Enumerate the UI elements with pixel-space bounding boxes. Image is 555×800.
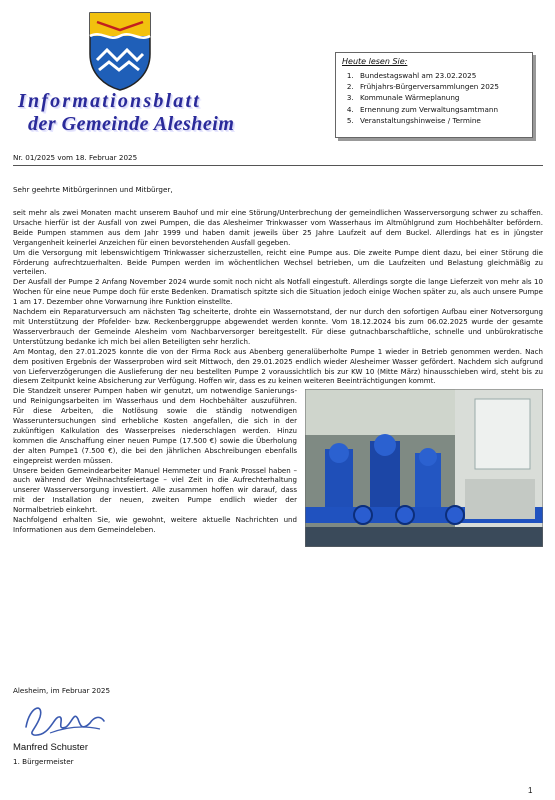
header-divider <box>13 165 543 166</box>
paragraph: Am Montag, den 27.01.2025 konnte die von der Firma Rock aus Abenberg generalüberholte Pumpe 1 wieder in Betrieb genommen werden. Nach dem positiven Ergebnis der Wasserproben wird seit Mittwoch, den 29.01.2025 endlich wieder Alesheimer Wasser gefördert. Nachdem sich aufgrund von Lieferverzögerungen die Auslieferung der neu bestellten Pumpe 2 voraussichtlich bis zur KW 10 (Mitte März) hinausschieben wird, steht bis zu diesem Zeitpunkt keine Absicherung zur Verfügung. Hoffen wir, dass es zu keinen weiteren Beeinträchtigungen kommt. <box>13 346 543 386</box>
contents-item: 4. Ernennung zum Verwaltungsamtmann <box>356 104 532 115</box>
newsletter-title: Informationsblatt <box>18 90 201 112</box>
paragraph: Der Ausfall der Pumpe 2 Anfang November 2024 wurde somit noch nicht als Notfall eingestuft. Allerdings sorgte die lange Lieferzeit von mehr als 10 Wochen für eine neue Pumpe doch für erste Bedenken. Dramatisch spitzte sich die Situation jedoch einige Wochen später zu, als auch unsere Pumpe 1 am 17. Dezember ohne Vorwarnung ihre Funktion einstellte. <box>13 277 543 307</box>
paragraph: Um die Versorgung mit lebenswichtigem Trinkwasser sicherzustellen, reicht eine Pumpe aus. Die zweite Pumpe dient dazu, bei einer Störung die Förderung aufrechtzuerhalten. Beide Pumpen werden im wöchentlichen Wechsel betrieben, um die Laufzeiten und Belastung gleichmäßig zu verteilen. <box>13 247 543 277</box>
contents-item: 5. Veranstaltungshinweise / Termine <box>356 115 532 126</box>
page-number: 1 <box>528 786 533 795</box>
contents-list <box>336 70 532 126</box>
salutation: Sehr geehrte Mitbürgerinnen und Mitbürger, <box>13 185 173 194</box>
contents-item: 2. Frühjahrs-Bürgerversammlungen 2025 <box>356 81 532 92</box>
letter-body <box>13 208 543 549</box>
paragraph: Nachdem ein Reparaturversuch am nächsten Tag scheiterte, drohte ein Wassernotstand, der nur durch den sofortigen Aufbau einer Notversorgung mit Unterstützung der Pfofelder- bzw. Reckenberggruppe abgewendet werden konnte. Vom 18.12.2024 bis zum 06.02.2025 wurde der gesamte Wasserverbrauch der Gemeinde Alesheim vom Nachbarversorger bereitgestellt. Für diese gutnachbarschaftliche, schnelle und unbürokratische Unterstützung bedanke ich mich bei allen Beteiligten sehr herzlich. <box>13 307 543 346</box>
signer-name: Manfred Schuster <box>13 742 88 753</box>
paragraph: Nachfolgend erhalten Sie, wie gewohnt, weitere aktuelle Nachrichten und Informationen aus dem Gemeindeleben. <box>13 515 297 534</box>
paragraph: Die Standzeit unserer Pumpen haben wir genutzt, um notwendige Sanierungs- und Reinigungsarbeiten im Wasserhaus und dem Hochbehälter auszuführen. Für diese Arbeiten, die Notlösung sowie die ständig notwendigen Wasseruntersuchungen sind erhebliche Kosten angefallen, die sich in der zukünftigen Kalkulation des Wasserpreises niederschlagen werden. Hinzu kommen die Anschaffung einer neuen Pumpe (17.500 €) sowie die Überholung der alten Pumpe1 (7.500 €), die bei den jährlichen Abschreibungen ebenfalls eingepreist werden müssen. <box>13 386 297 465</box>
contents-item: 3. Kommunale Wärmeplanung <box>356 92 532 103</box>
handwritten-signature <box>20 697 110 741</box>
paragraph: Unsere beiden Gemeindearbeiter Manuel Hemmeter und Frank Prossel haben – auch während der Weihnachtsfeiertage – viel Zeit in die Aufrechterhaltung unserer Wasserversorgung investiert. Alle zusammen hoffen wir darauf, dass mit der Installation der neuen, zweiten Pumpe endlich wieder der Normalbetrieb einkehrt. <box>13 465 297 515</box>
newsletter-subtitle: der Gemeinde Alesheim <box>28 113 235 135</box>
signer-role: 1. Bürgermeister <box>13 757 74 766</box>
contents-item: 1. Bundestagswahl am 23.02.2025 <box>356 70 532 81</box>
municipal-coat-of-arms <box>87 10 153 92</box>
contents-heading: Heute lesen Sie: <box>342 57 408 66</box>
contents-box <box>335 52 533 138</box>
closing-place-date: Alesheim, im Februar 2025 <box>13 686 111 695</box>
issue-number: Nr. 01/2025 vom 18. Februar 2025 <box>13 153 138 162</box>
pump-station-photo <box>305 389 543 547</box>
paragraph: seit mehr als zwei Monaten macht unserem Bauhof und mir eine Störung/Unterbrechung der gemeindlichen Wasserversorgung schwer zu schaffen. Ursache hierfür ist der Ausfall von zwei Pumpen, die das Alesheimer Trinkwasser vom Wasserhaus im Altmühlgrund zum Hochbehälter befördern. Beide Pumpen stammen aus dem Jahr 1999 und haben damit jeweils über 25 Jahre Laufzeit auf dem Buckel. Allerdings hat es in jüngster Vergangenheit keinerlei Anzeichen für einen bevorstehenden Ausfall gegeben. <box>13 208 543 247</box>
